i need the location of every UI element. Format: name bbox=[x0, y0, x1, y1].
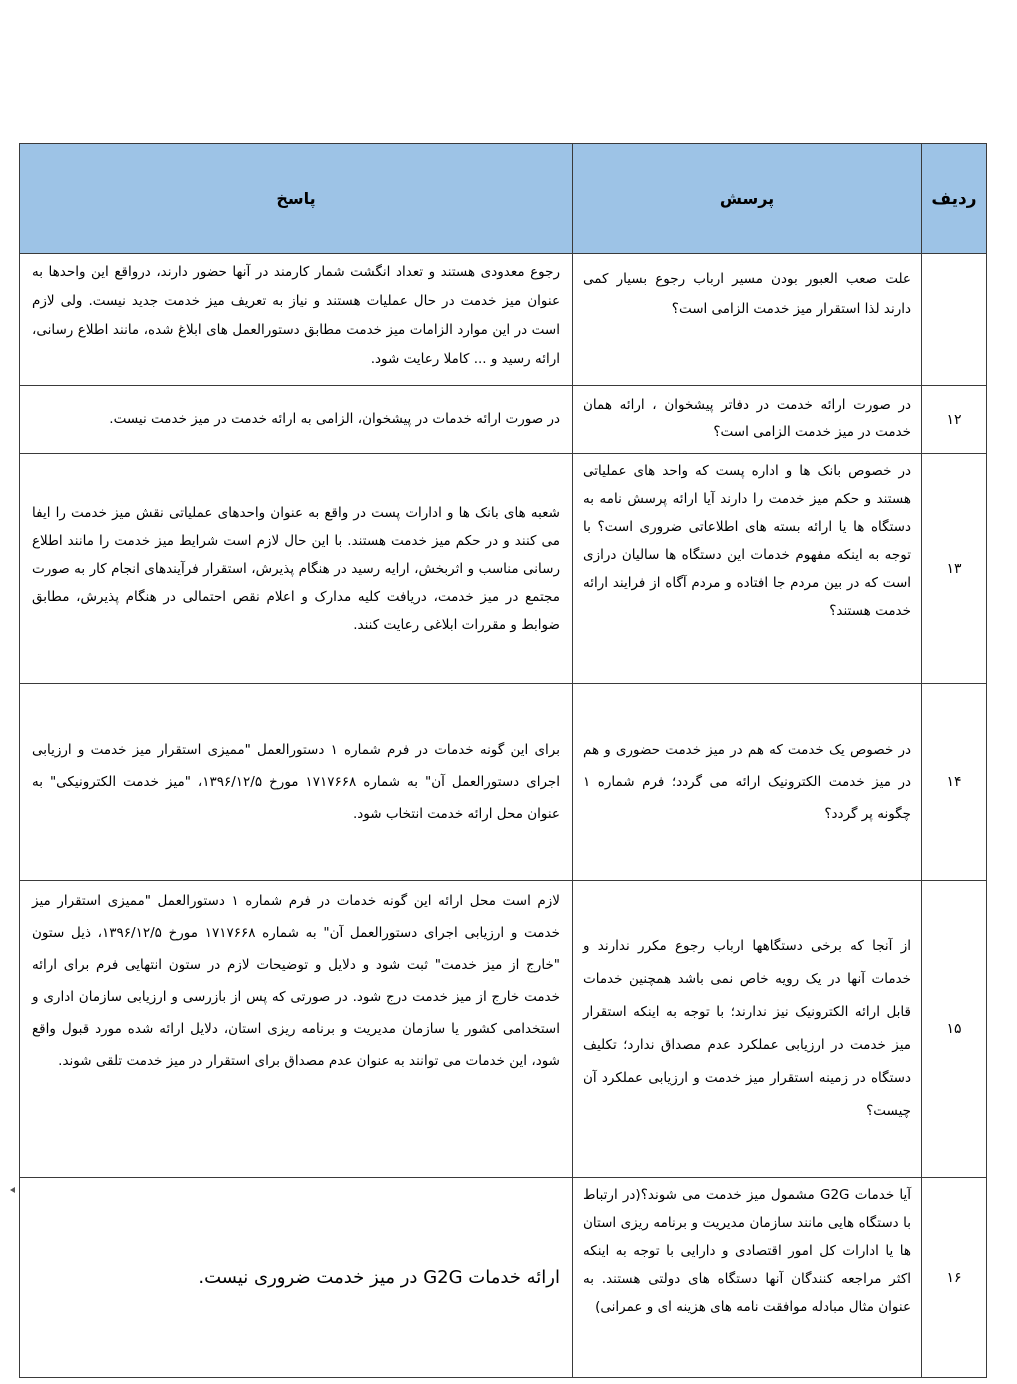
answer-cell bbox=[20, 386, 572, 453]
question-text: از آنجا که برخی دستگاهها ارباب رجوع مکرر ندارند و خدمات آنها در یک رویه خاص نمی باشد همچنین خدمات قابل ارائه الکترونیک نیز ندارند؛ با توجه به اینکه استقرار میز خدمت در ارزیابی عملکرد عدم مصداق ندارد؛ تکلیف دستگاه در زمینه استقرار میز خدمت و ارزیابی عملکرد آن چیست؟ bbox=[583, 938, 911, 1119]
answer-text: ارائه خدمات G2G در میز خدمت ضروری نیست. bbox=[198, 1266, 560, 1288]
row-number-cell bbox=[922, 1178, 986, 1377]
faq-table bbox=[19, 143, 987, 1378]
question-text: در خصوص یک خدمت که هم در میز خدمت حضوری و هم در میز خدمت الکترونیک ارائه می گردد؛ فرم شماره ۱ چگونه پر گردد؟ bbox=[583, 742, 911, 822]
question-cell bbox=[573, 386, 921, 453]
row-number-cell bbox=[922, 454, 986, 683]
answer-cell bbox=[20, 254, 572, 385]
row-number-cell bbox=[922, 254, 986, 385]
answer-cell bbox=[20, 684, 572, 880]
question-cell bbox=[573, 454, 921, 683]
answer-cell bbox=[20, 1178, 572, 1377]
question-text: آیا خدمات G2G مشمول میز خدمت می شوند؟(در ارتباط با دستگاه هایی مانند سازمان مدیریت و برنامه ریزی استان ها یا ادارات کل امور اقتصادی و دارایی با توجه به اینکه اکثر مراجعه کنندگان آنها دستگاه های دولتی هستند. به عنوان مثال مبادله موافقت نامه های هزینه ای و عمرانی) bbox=[583, 1187, 911, 1315]
row-number-cell bbox=[922, 386, 986, 453]
row-number-cell bbox=[922, 881, 986, 1177]
header-question bbox=[573, 144, 921, 253]
header-question-label: پرسش bbox=[719, 189, 775, 208]
answer-cell bbox=[20, 454, 572, 683]
question-cell bbox=[573, 254, 921, 385]
answer-text: شعبه های بانک ها و ادارات پست در واقع به عنوان واحدهای عملیاتی نقش میز خدمت را ایفا می کنند و در حکم میز خدمت هستند. با این حال لازم است شرایط میز خدمت را مانند اطلاع رسانی مناسب و اثربخش، ارایه رسید در هنگام پذیرش، استقرار فرآیندهای انجام کار به صورت مجتمع در میز خدمت، دریافت کلیه مدارک و اعلام نقص احتمالی در هنگام پذیرش، مطابق ضوابط و مقررات ابلاغی رعایت کنند. bbox=[32, 504, 560, 633]
answer-text: رجوع معدودی هستند و تعداد انگشت شمار کارمند در آنها حضور دارند، درواقع این واحدها به عنوان میز خدمت در حال عملیات هستند و نیاز به تعریف میز خدمت جدید نیست. ولی لازم است در این موارد الزامات میز خدمت مطابق دستورالعمل های ابلاغ شده، مانند اطلاع رسانی، ارائه رسید و ... کاملا رعایت شود. bbox=[32, 264, 560, 367]
question-text: در صورت ارائه خدمت در دفاتر پیشخوان ، ارائه همان خدمت در میز خدمت الزامی است؟ bbox=[583, 397, 911, 440]
header-row-number-label: ردیف bbox=[931, 188, 977, 209]
question-cell bbox=[573, 1178, 921, 1377]
row-number: ۱۴ bbox=[946, 774, 962, 790]
question-text: علت صعب العبور بودن مسیر ارباب رجوع بسیار کمی دارند لذا استقرار میز خدمت الزامی است؟ bbox=[583, 271, 911, 317]
question-cell bbox=[573, 881, 921, 1177]
row-number: ۱۶ bbox=[946, 1269, 962, 1286]
header-answer bbox=[20, 144, 572, 253]
row-number-cell bbox=[922, 684, 986, 880]
row-number: ۱۵ bbox=[946, 1021, 962, 1037]
question-cell bbox=[573, 684, 921, 880]
row-number: ۱۳ bbox=[946, 560, 962, 577]
answer-text: لازم است محل ارائه این گونه خدمات در فرم شماره ۱ دستورالعمل "ممیزی استقرار میز خدمت و ارزیابی اجرای دستورالعمل آن" به شماره ۱۷۱۷۶۶۸ مورخ ۱۳۹۶/۱۲/۵، ذیل ستون "خارج از میز خدمت" ثبت شود و دلایل و توضیحات لازم در ستون انتهایی فرم برای ارائه خدمت خارج از میز خدمت درج شود. در صورتی که پس از بازرسی و ارزیابی سازمان اداری و استخدامی کشور یا سازمان مدیریت و برنامه ریزی استان، دلایل ارائه شده مورد قبول واقع شود، این خدمات می توانند به عنوان عدم مصداق برای استقرار در میز خدمت تلقی شوند. bbox=[32, 893, 561, 1069]
answer-text: برای این گونه خدمات در فرم شماره ۱ دستورالعمل "ممیزی استقرار میز خدمت و ارزیابی اجرای دستورالعمل آن" به شماره ۱۷۱۷۶۶۸ مورخ ۱۳۹۶/۱۲/۵، "میز خدمت الکترونیکی" به عنوان محل ارائه خدمت انتخاب شود. bbox=[32, 742, 561, 822]
header-row-number bbox=[922, 144, 986, 253]
answer-cell bbox=[20, 881, 572, 1177]
row-number: ۱۲ bbox=[946, 411, 962, 428]
header-answer-label: پاسخ bbox=[276, 189, 316, 208]
margin-arrow-icon bbox=[10, 1187, 15, 1193]
answer-text: در صورت ارائه خدمات در پیشخوان، الزامی به ارائه خدمت در میز خدمت نیست. bbox=[109, 411, 560, 427]
question-text: در خصوص بانک ها و اداره پست که واحد های عملیاتی هستند و حکم میز خدمت را دارند آیا ارائه پرسش نامه به دستگاه ها یا ارائه بسته های اطلاعاتی ضروری است؟ با توجه به اینکه مفهوم خدمات این دستگاه ها سالیان درازی است که در بین مردم جا افتاده و مردم آگاه از فرایند ارائه خدمت هستند؟ bbox=[583, 463, 911, 619]
